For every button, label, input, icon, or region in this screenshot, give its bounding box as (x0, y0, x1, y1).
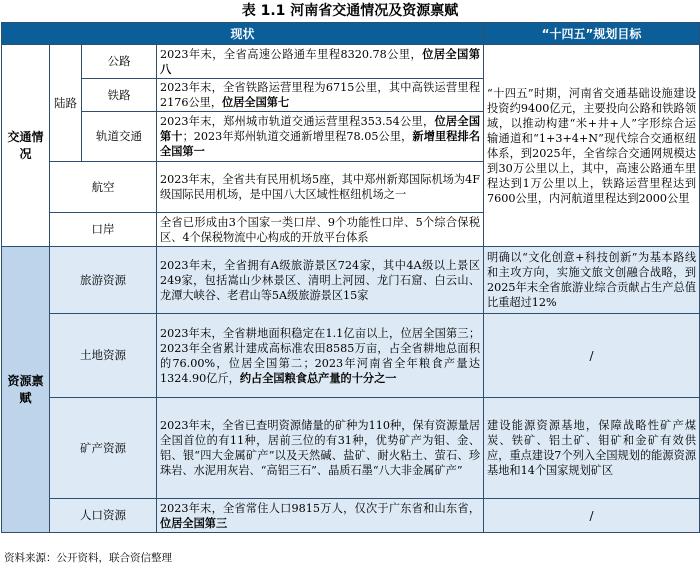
label-port: 口岸 (50, 213, 157, 247)
goal-population: / (484, 499, 700, 533)
row-road (2, 45, 700, 79)
header-row (2, 23, 700, 45)
cell-port: 全省已形成由3个国家一类口岸、9个功能性口岸、5个综合保税区、4个保税物流中心构成的开放平台体系 (157, 213, 484, 247)
row-tourism (2, 247, 700, 314)
category-resources: 资源禀赋 (2, 247, 50, 533)
header-status: 现状 (2, 23, 484, 45)
label-road: 公路 (82, 45, 157, 79)
goal-tourism: 明确以“文化创意+科技创新”为基本路线和主攻方向，实施文旅文创融合战略，到2025年末全省旅游业综合贡献占生产总值比重超过12% (484, 247, 700, 314)
cell-rail: 2023年末，全省铁路运营里程为6715公里，其中高铁运营里程2176公里，位居全国第七 (157, 79, 484, 112)
row-mineral (2, 398, 700, 499)
label-population: 人口资源 (50, 499, 157, 533)
label-mineral: 矿产资源 (50, 398, 157, 499)
row-population (2, 499, 700, 533)
info-table (1, 22, 700, 533)
goal-transport: “十四五”时期，河南省交通基础设施建设投资约9400亿元，主要投向公路和铁路领域，以推动构建“米+井+人”字形综合运输通道和“1+3+4+N”现代综合交通枢纽体系，到2025年，全省综合交通网规模达到30万公里以上，其中，高速公路通车里程达到1万公里以上，铁路运营里程达到7600公里，内河航道里程达到2000公里 (484, 45, 700, 247)
label-tourism: 旅游资源 (50, 247, 157, 314)
cell-aviation: 2023年末，全省共有民用机场5座，其中郑州新郑国际机场为4F级国际民用机场，是中国八大区域性枢纽机场之一 (157, 162, 484, 213)
label-rail: 铁路 (82, 79, 157, 112)
source-note: 资料来源：公开资料，联合资信整理 (4, 552, 172, 564)
label-aviation: 航空 (50, 162, 157, 213)
header-goal: “十四五”规划目标 (484, 23, 700, 45)
cell-road: 2023年末，全省高速公路通车里程8320.78公里，位居全国第八 (157, 45, 484, 79)
category-transport: 交通情况 (2, 45, 50, 247)
goal-mineral: 建设能源资源基地，保障战略性矿产煤炭、铁矿、铝土矿、钼矿和金矿有效供应，重点建设7个列入全国规划的能源资源基地和14个国家规划矿区 (484, 398, 700, 499)
goal-landres: / (484, 314, 700, 398)
cell-mineral: 2023年末，全省已查明资源储量的矿种为110种，保有资源量居全国首位的有11种，居前三位的有31种，优势矿产为钼、金、铝、银“四大金属矿产”以及天然碱、盐矿、耐火粘土、萤石、珍珠岩、水泥用灰岩、“高铝三石”、晶质石墨“八大非金属矿产” (157, 398, 484, 499)
label-metro: 轨道交通 (82, 112, 157, 162)
table-title: 表 1.1 河南省交通情况及资源禀赋 (241, 3, 459, 19)
cell-population: 2023年末，全省常住人口9815万人，仅次于广东省和山东省，位居全国第三 (157, 499, 484, 533)
label-landres: 土地资源 (50, 314, 157, 398)
cell-landres: 2023年末，全省耕地面积稳定在1.1亿亩以上，位居全国第三；2023年全省累计建成高标准农田8585万亩，占全省耕地总面积的76.00%，位居全国第二；2023年河南省全年粮食产量达1324.90亿斤，约占全国粮食总产量的十分之一 (157, 314, 484, 398)
cell-tourism: 2023年末，全省拥有A级旅游景区724家，其中4A级以上景区249家，包括嵩山少林景区、清明上河园、龙门石窟、白云山、龙潭大峡谷、老君山等5A级旅游景区15家 (157, 247, 484, 314)
row-landres (2, 314, 700, 398)
label-land: 陆路 (50, 45, 82, 162)
cell-metro: 2023年末，郑州城市轨道交通运营里程353.54公里，位居全国第十；2023年郑州轨道交通新增里程78.05公里，新增里程排名全国第一 (157, 112, 484, 162)
